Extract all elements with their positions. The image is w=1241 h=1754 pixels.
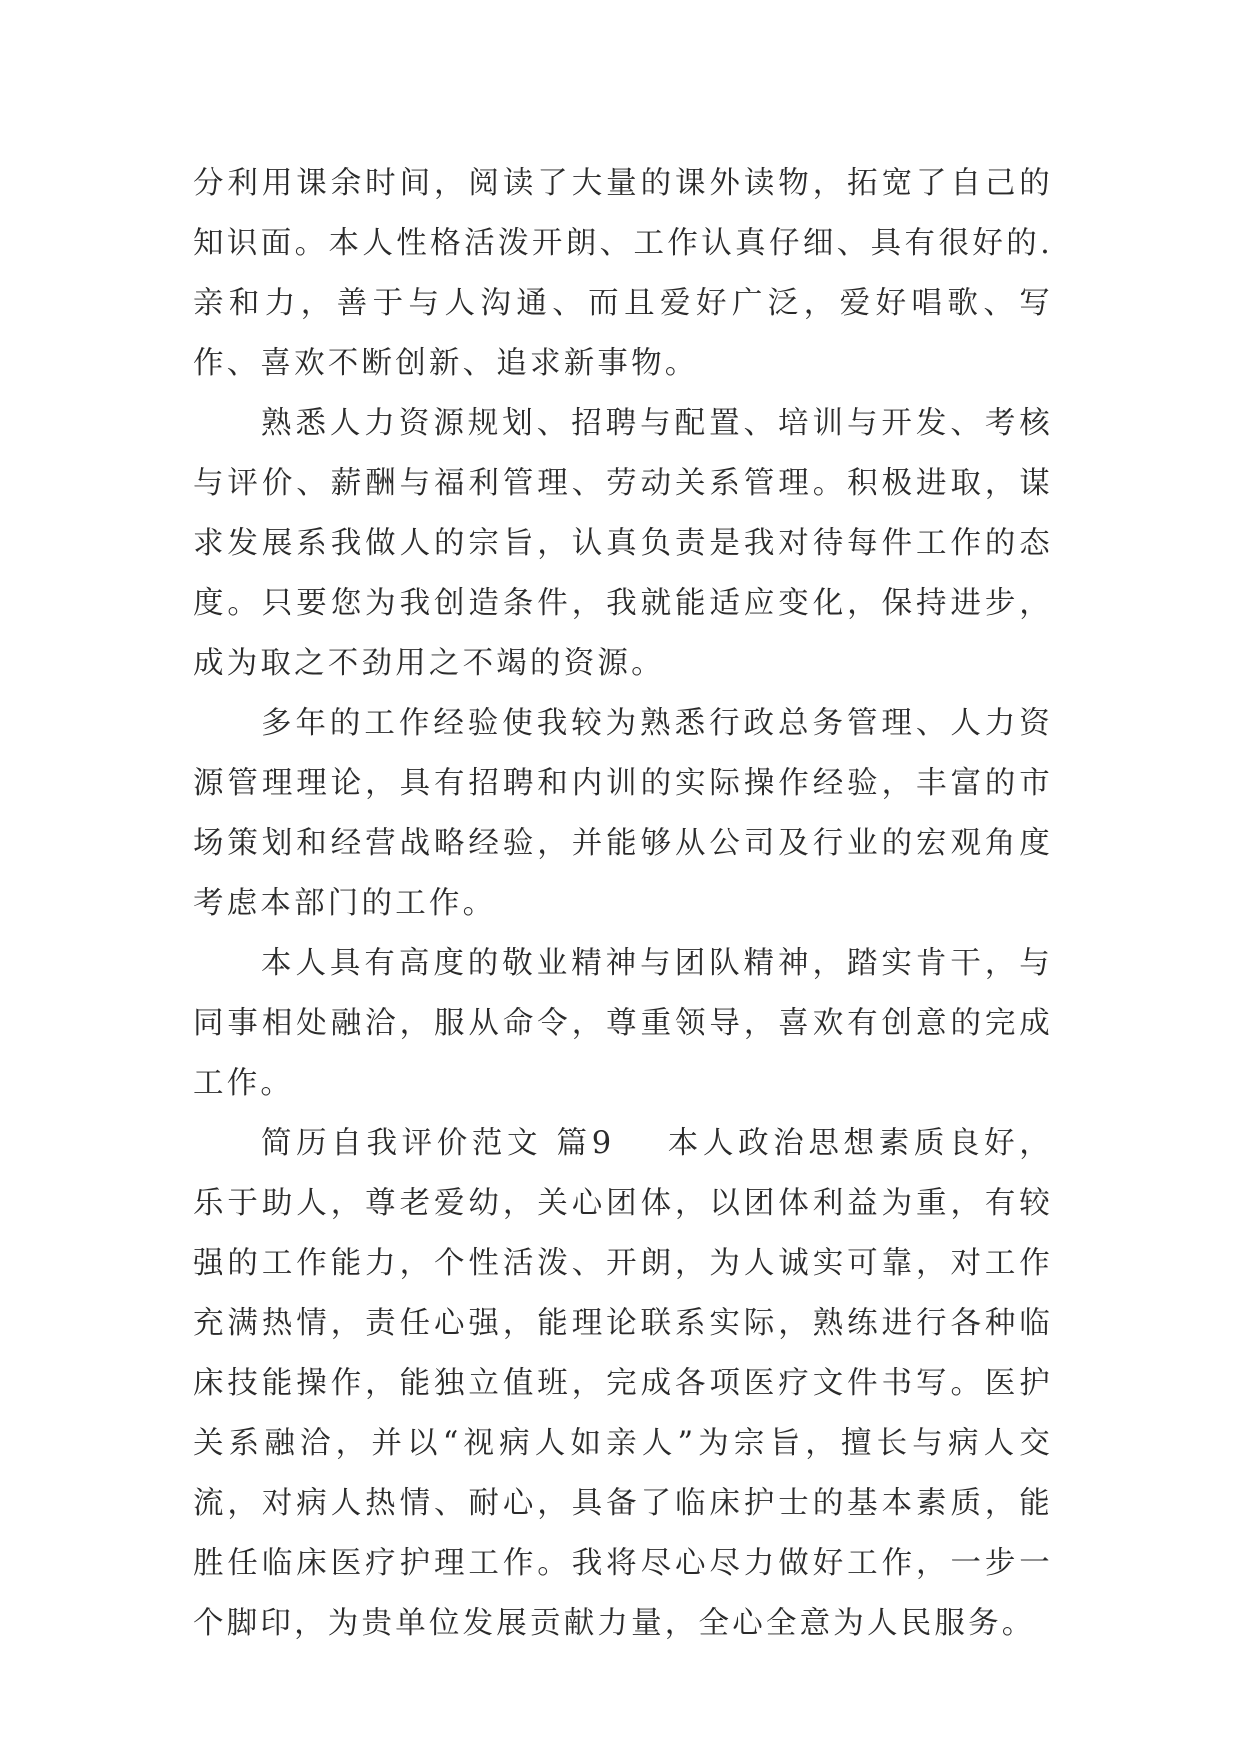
- paragraph-3: 多年的工作经验使我较为熟悉行政总务管理、人力资源管理理论，具有招聘和内训的实际操作经验，丰富的市场策划和经营战略经验，并能够从公司及行业的宏观角度考虑本部门的工作。: [193, 706, 1053, 921]
- paragraph-1: 分利用课余时间，阅读了大量的课外读物，拓宽了自己的知识面。本人性格活泼开朗、工作认真仔细、具有很好的.亲和力，善于与人沟通、而且爱好广泛，爱好唱歌、写作、喜欢不断创新、追求新事物。: [193, 166, 1053, 381]
- document-body: [193, 154, 1053, 1654]
- section-paragraph: [193, 1114, 1053, 1654]
- section-text: 本人政治思想素质良好，乐于助人，尊老爱幼，关心团体，以团体利益为重，有较强的工作能力，个性活泼、开朗，为人诚实可靠，对工作充满热情，责任心强，能理论联系实际，熟练进行各种临床技能操作，能独立值班，完成各项医疗文件书写。医护关系融洽，并以“视病人如亲人”为宗旨，擅长与病人交流，对病人热情、耐心，具备了临床护士的基本素质，能胜任临床医疗护理工作。我将尽心尽力做好工作，一步一个脚印，为贵单位发展贡献力量，全心全意为人民服务。: [193, 1126, 1053, 1641]
- section-heading: 简历自我评价范文 篇9: [261, 1126, 615, 1161]
- paragraph-2: 熟悉人力资源规划、招聘与配置、培训与开发、考核与评价、薪酬与福利管理、劳动关系管理。积极进取，谋求发展系我做人的宗旨，认真负责是我对待每件工作的态度。只要您为我创造条件，我就能适应变化，保持进步，成为取之不劲用之不竭的资源。: [193, 406, 1053, 681]
- paragraph-4: 本人具有高度的敬业精神与团队精神，踏实肯干，与同事相处融洽，服从命令，尊重领导，喜欢有创意的完成工作。: [193, 946, 1053, 1101]
